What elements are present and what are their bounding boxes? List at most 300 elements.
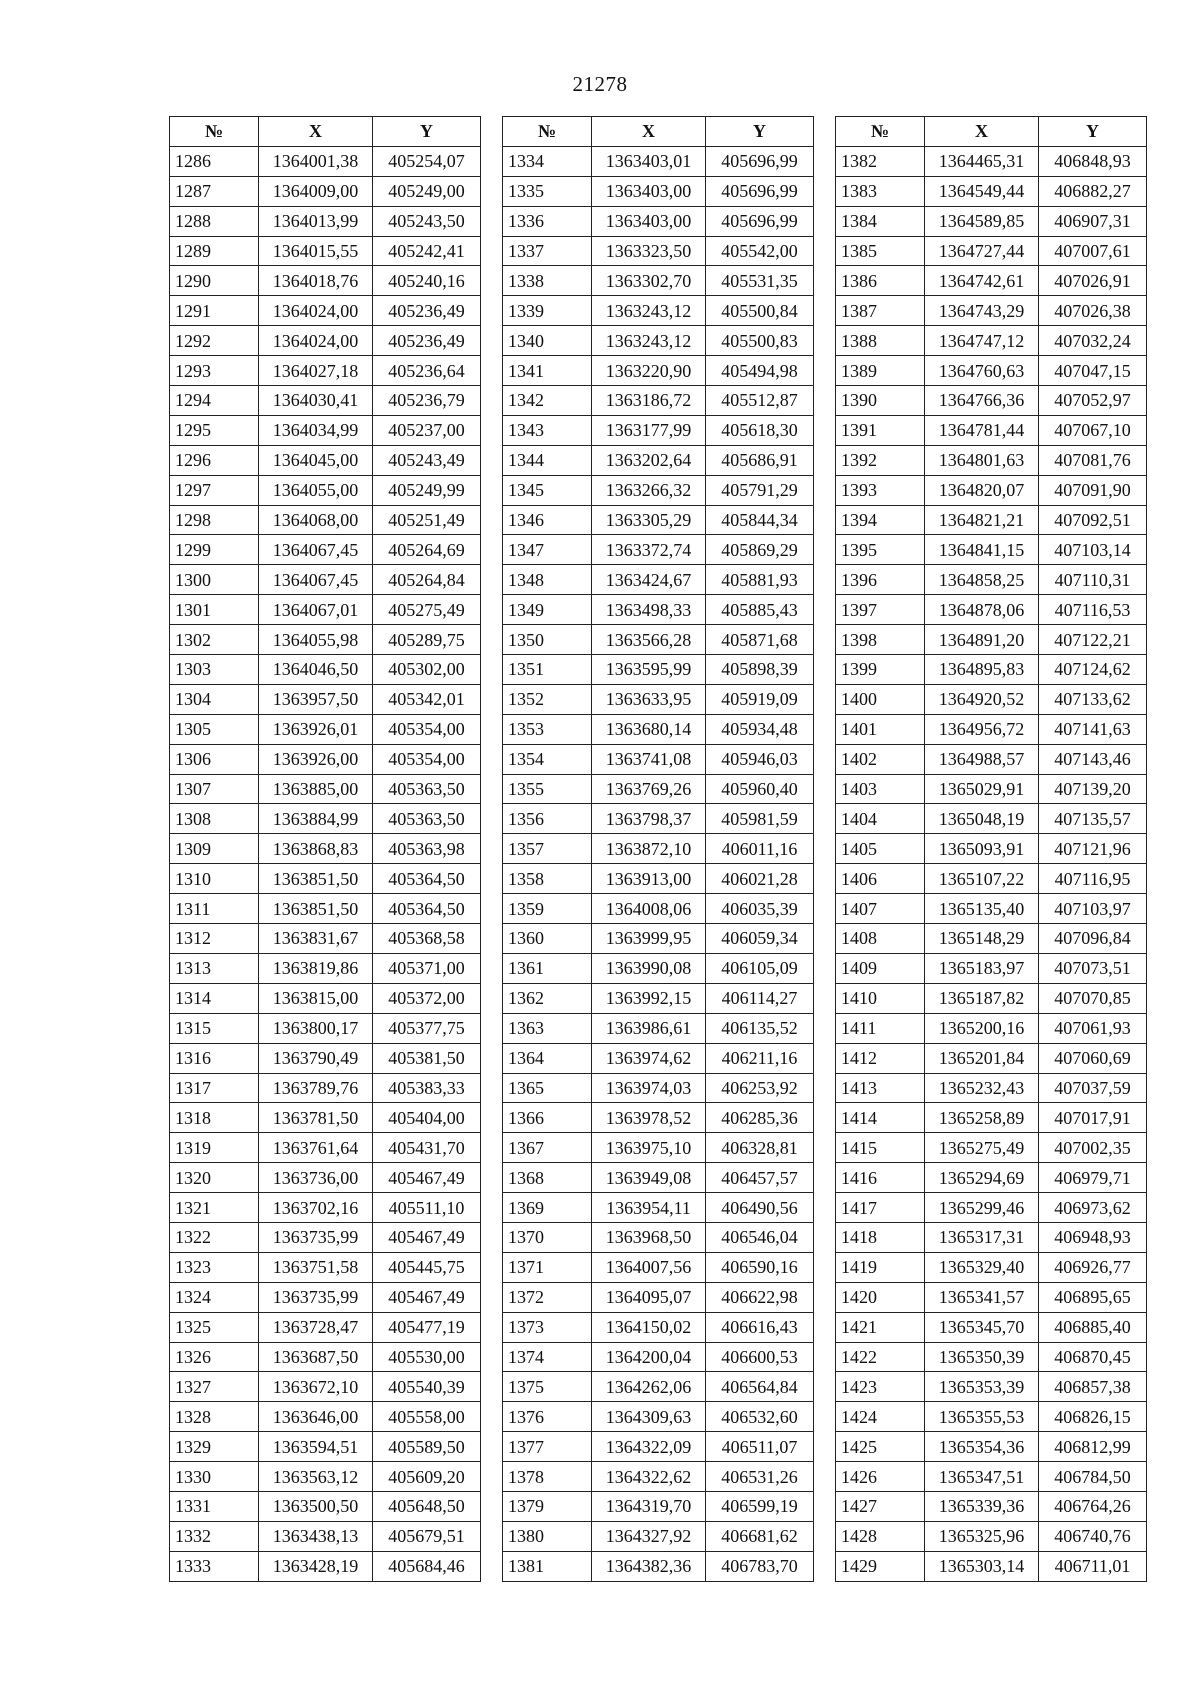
table-row bbox=[836, 475, 1147, 505]
x-coordinate-cell: 1363974,03 bbox=[592, 1073, 706, 1103]
y-coordinate-cell: 406105,09 bbox=[706, 953, 814, 983]
table-row bbox=[170, 415, 481, 445]
y-coordinate-cell: 405431,70 bbox=[373, 1133, 481, 1163]
table-row bbox=[836, 774, 1147, 804]
y-coordinate-cell: 405363,50 bbox=[373, 804, 481, 834]
table-row bbox=[836, 894, 1147, 924]
x-coordinate-cell: 1363177,99 bbox=[592, 415, 706, 445]
y-coordinate-cell: 406885,40 bbox=[1039, 1312, 1147, 1342]
point-number-cell: 1347 bbox=[503, 535, 592, 565]
table-row bbox=[503, 655, 814, 685]
y-coordinate-cell: 407103,14 bbox=[1039, 535, 1147, 565]
point-number-cell: 1312 bbox=[170, 924, 259, 954]
x-coordinate-cell: 1363633,95 bbox=[592, 684, 706, 714]
table-row bbox=[503, 206, 814, 236]
table-row bbox=[503, 505, 814, 535]
x-coordinate-cell: 1364589,85 bbox=[925, 206, 1039, 236]
point-number-cell: 1420 bbox=[836, 1282, 925, 1312]
y-coordinate-cell: 405467,49 bbox=[373, 1163, 481, 1193]
point-number-cell: 1315 bbox=[170, 1013, 259, 1043]
x-coordinate-cell: 1363672,10 bbox=[259, 1372, 373, 1402]
table-row bbox=[170, 445, 481, 475]
table-row bbox=[170, 894, 481, 924]
point-number-cell: 1410 bbox=[836, 983, 925, 1013]
x-coordinate-cell: 1364309,63 bbox=[592, 1402, 706, 1432]
header-x: X bbox=[925, 117, 1039, 147]
table-row bbox=[170, 176, 481, 206]
x-coordinate-cell: 1365275,49 bbox=[925, 1133, 1039, 1163]
point-number-cell: 1317 bbox=[170, 1073, 259, 1103]
x-coordinate-cell: 1364382,36 bbox=[592, 1551, 706, 1581]
x-coordinate-cell: 1364001,38 bbox=[259, 146, 373, 176]
table-row bbox=[170, 983, 481, 1013]
x-coordinate-cell: 1363954,11 bbox=[592, 1193, 706, 1223]
table-row bbox=[836, 1491, 1147, 1521]
point-number-cell: 1408 bbox=[836, 924, 925, 954]
y-coordinate-cell: 405467,49 bbox=[373, 1282, 481, 1312]
table-row bbox=[170, 326, 481, 356]
y-coordinate-cell: 405696,99 bbox=[706, 146, 814, 176]
table-row bbox=[170, 1521, 481, 1551]
x-coordinate-cell: 1363243,12 bbox=[592, 326, 706, 356]
point-number-cell: 1361 bbox=[503, 953, 592, 983]
y-coordinate-cell: 405791,29 bbox=[706, 475, 814, 505]
x-coordinate-cell: 1365201,84 bbox=[925, 1043, 1039, 1073]
x-coordinate-cell: 1363702,16 bbox=[259, 1193, 373, 1223]
point-number-cell: 1373 bbox=[503, 1312, 592, 1342]
y-coordinate-cell: 407141,63 bbox=[1039, 714, 1147, 744]
x-coordinate-cell: 1364322,09 bbox=[592, 1432, 706, 1462]
y-coordinate-cell: 405494,98 bbox=[706, 356, 814, 386]
table-row bbox=[503, 176, 814, 206]
y-coordinate-cell: 405249,00 bbox=[373, 176, 481, 206]
table-row bbox=[170, 1193, 481, 1223]
y-coordinate-cell: 406948,93 bbox=[1039, 1222, 1147, 1252]
x-coordinate-cell: 1364015,55 bbox=[259, 236, 373, 266]
y-coordinate-cell: 407121,96 bbox=[1039, 834, 1147, 864]
x-coordinate-cell: 1364046,50 bbox=[259, 655, 373, 685]
point-number-cell: 1342 bbox=[503, 386, 592, 416]
y-coordinate-cell: 405885,43 bbox=[706, 595, 814, 625]
point-number-cell: 1292 bbox=[170, 326, 259, 356]
x-coordinate-cell: 1363789,76 bbox=[259, 1073, 373, 1103]
point-number-cell: 1336 bbox=[503, 206, 592, 236]
point-number-cell: 1327 bbox=[170, 1372, 259, 1402]
point-number-cell: 1415 bbox=[836, 1133, 925, 1163]
point-number-cell: 1424 bbox=[836, 1402, 925, 1432]
x-coordinate-cell: 1365317,31 bbox=[925, 1222, 1039, 1252]
table-row bbox=[836, 236, 1147, 266]
table-row bbox=[503, 595, 814, 625]
y-coordinate-cell: 406035,39 bbox=[706, 894, 814, 924]
y-coordinate-cell: 405696,99 bbox=[706, 206, 814, 236]
point-number-cell: 1310 bbox=[170, 864, 259, 894]
point-number-cell: 1331 bbox=[170, 1491, 259, 1521]
x-coordinate-cell: 1363986,61 bbox=[592, 1013, 706, 1043]
y-coordinate-cell: 406328,81 bbox=[706, 1133, 814, 1163]
point-number-cell: 1363 bbox=[503, 1013, 592, 1043]
y-coordinate-cell: 405558,00 bbox=[373, 1402, 481, 1432]
x-coordinate-cell: 1363735,99 bbox=[259, 1282, 373, 1312]
point-number-cell: 1349 bbox=[503, 595, 592, 625]
table-row bbox=[836, 206, 1147, 236]
y-coordinate-cell: 405960,40 bbox=[706, 774, 814, 804]
x-coordinate-cell: 1364067,45 bbox=[259, 565, 373, 595]
table-row bbox=[836, 714, 1147, 744]
x-coordinate-cell: 1364018,76 bbox=[259, 266, 373, 296]
y-coordinate-cell: 405530,00 bbox=[373, 1342, 481, 1372]
y-coordinate-cell: 406211,16 bbox=[706, 1043, 814, 1073]
x-coordinate-cell: 1365093,91 bbox=[925, 834, 1039, 864]
y-coordinate-cell: 407047,15 bbox=[1039, 356, 1147, 386]
table-row bbox=[503, 1312, 814, 1342]
y-coordinate-cell: 407052,97 bbox=[1039, 386, 1147, 416]
table-row bbox=[503, 1432, 814, 1462]
y-coordinate-cell: 405354,00 bbox=[373, 714, 481, 744]
table-row bbox=[836, 1193, 1147, 1223]
table-row bbox=[836, 655, 1147, 685]
x-coordinate-cell: 1363438,13 bbox=[259, 1521, 373, 1551]
point-number-cell: 1314 bbox=[170, 983, 259, 1013]
point-number-cell: 1302 bbox=[170, 625, 259, 655]
x-coordinate-cell: 1363798,37 bbox=[592, 804, 706, 834]
point-number-cell: 1334 bbox=[503, 146, 592, 176]
table-row bbox=[836, 1282, 1147, 1312]
y-coordinate-cell: 405264,84 bbox=[373, 565, 481, 595]
x-coordinate-cell: 1364956,72 bbox=[925, 714, 1039, 744]
y-coordinate-cell: 407060,69 bbox=[1039, 1043, 1147, 1073]
y-coordinate-cell: 405275,49 bbox=[373, 595, 481, 625]
point-number-cell: 1416 bbox=[836, 1163, 925, 1193]
y-coordinate-cell: 407067,10 bbox=[1039, 415, 1147, 445]
table-row bbox=[503, 1462, 814, 1492]
y-coordinate-cell: 407017,91 bbox=[1039, 1103, 1147, 1133]
x-coordinate-cell: 1363595,99 bbox=[592, 655, 706, 685]
table-row bbox=[170, 595, 481, 625]
y-coordinate-cell: 405236,49 bbox=[373, 326, 481, 356]
table-row bbox=[836, 864, 1147, 894]
table-row bbox=[836, 744, 1147, 774]
y-coordinate-cell: 405364,50 bbox=[373, 864, 481, 894]
table-row bbox=[836, 505, 1147, 535]
y-coordinate-cell: 405372,00 bbox=[373, 983, 481, 1013]
x-coordinate-cell: 1363990,08 bbox=[592, 953, 706, 983]
y-coordinate-cell: 405445,75 bbox=[373, 1252, 481, 1282]
y-coordinate-cell: 405844,34 bbox=[706, 505, 814, 535]
y-coordinate-cell: 407081,76 bbox=[1039, 445, 1147, 475]
table-row bbox=[170, 714, 481, 744]
point-number-cell: 1426 bbox=[836, 1462, 925, 1492]
point-number-cell: 1301 bbox=[170, 595, 259, 625]
table-row bbox=[836, 1013, 1147, 1043]
x-coordinate-cell: 1364262,06 bbox=[592, 1372, 706, 1402]
point-number-cell: 1309 bbox=[170, 834, 259, 864]
x-coordinate-cell: 1364549,44 bbox=[925, 176, 1039, 206]
table-row bbox=[170, 1163, 481, 1193]
x-coordinate-cell: 1363926,01 bbox=[259, 714, 373, 744]
y-coordinate-cell: 406812,99 bbox=[1039, 1432, 1147, 1462]
point-number-cell: 1382 bbox=[836, 146, 925, 176]
x-coordinate-cell: 1365345,70 bbox=[925, 1312, 1039, 1342]
x-coordinate-cell: 1363751,58 bbox=[259, 1252, 373, 1282]
table-row bbox=[503, 625, 814, 655]
y-coordinate-cell: 406907,31 bbox=[1039, 206, 1147, 236]
x-coordinate-cell: 1363305,29 bbox=[592, 505, 706, 535]
y-coordinate-cell: 407133,62 bbox=[1039, 684, 1147, 714]
coordinates-table-3 bbox=[835, 116, 1147, 1582]
x-coordinate-cell: 1363957,50 bbox=[259, 684, 373, 714]
table-row bbox=[836, 834, 1147, 864]
table-row bbox=[170, 1282, 481, 1312]
y-coordinate-cell: 406285,36 bbox=[706, 1103, 814, 1133]
point-number-cell: 1307 bbox=[170, 774, 259, 804]
table-row bbox=[503, 1402, 814, 1432]
x-coordinate-cell: 1363800,17 bbox=[259, 1013, 373, 1043]
point-number-cell: 1296 bbox=[170, 445, 259, 475]
x-coordinate-cell: 1364030,41 bbox=[259, 386, 373, 416]
y-coordinate-cell: 405684,46 bbox=[373, 1551, 481, 1581]
x-coordinate-cell: 1363202,64 bbox=[592, 445, 706, 475]
x-coordinate-cell: 1363868,83 bbox=[259, 834, 373, 864]
table-row bbox=[503, 1372, 814, 1402]
header-row bbox=[170, 117, 481, 147]
table-row bbox=[503, 146, 814, 176]
y-coordinate-cell: 406740,76 bbox=[1039, 1521, 1147, 1551]
y-coordinate-cell: 405531,35 bbox=[706, 266, 814, 296]
x-coordinate-cell: 1363266,32 bbox=[592, 475, 706, 505]
table-row bbox=[836, 445, 1147, 475]
point-number-cell: 1308 bbox=[170, 804, 259, 834]
table-row bbox=[503, 1133, 814, 1163]
x-coordinate-cell: 1365329,40 bbox=[925, 1252, 1039, 1282]
x-coordinate-cell: 1363243,12 bbox=[592, 296, 706, 326]
x-coordinate-cell: 1364055,00 bbox=[259, 475, 373, 505]
y-coordinate-cell: 406826,15 bbox=[1039, 1402, 1147, 1432]
y-coordinate-cell: 405371,00 bbox=[373, 953, 481, 983]
point-number-cell: 1360 bbox=[503, 924, 592, 954]
point-number-cell: 1396 bbox=[836, 565, 925, 595]
y-coordinate-cell: 407135,57 bbox=[1039, 804, 1147, 834]
table-row bbox=[836, 1462, 1147, 1492]
table-row bbox=[836, 565, 1147, 595]
x-coordinate-cell: 1364034,99 bbox=[259, 415, 373, 445]
point-number-cell: 1298 bbox=[170, 505, 259, 535]
x-coordinate-cell: 1364465,31 bbox=[925, 146, 1039, 176]
point-number-cell: 1324 bbox=[170, 1282, 259, 1312]
table-row bbox=[503, 475, 814, 505]
y-coordinate-cell: 406531,26 bbox=[706, 1462, 814, 1492]
y-coordinate-cell: 406784,50 bbox=[1039, 1462, 1147, 1492]
x-coordinate-cell: 1364820,07 bbox=[925, 475, 1039, 505]
table-row bbox=[170, 266, 481, 296]
x-coordinate-cell: 1364150,02 bbox=[592, 1312, 706, 1342]
table-row bbox=[836, 953, 1147, 983]
x-coordinate-cell: 1363790,49 bbox=[259, 1043, 373, 1073]
point-number-cell: 1313 bbox=[170, 953, 259, 983]
y-coordinate-cell: 405363,98 bbox=[373, 834, 481, 864]
point-number-cell: 1400 bbox=[836, 684, 925, 714]
y-coordinate-cell: 406895,65 bbox=[1039, 1282, 1147, 1312]
point-number-cell: 1316 bbox=[170, 1043, 259, 1073]
point-number-cell: 1399 bbox=[836, 655, 925, 685]
table-row bbox=[170, 1491, 481, 1521]
y-coordinate-cell: 405871,68 bbox=[706, 625, 814, 655]
y-coordinate-cell: 407026,91 bbox=[1039, 266, 1147, 296]
header-row bbox=[836, 117, 1147, 147]
table-row bbox=[170, 1402, 481, 1432]
point-number-cell: 1409 bbox=[836, 953, 925, 983]
table-row bbox=[503, 774, 814, 804]
point-number-cell: 1393 bbox=[836, 475, 925, 505]
point-number-cell: 1428 bbox=[836, 1521, 925, 1551]
y-coordinate-cell: 406857,38 bbox=[1039, 1372, 1147, 1402]
point-number-cell: 1343 bbox=[503, 415, 592, 445]
table-row bbox=[170, 1432, 481, 1462]
point-number-cell: 1359 bbox=[503, 894, 592, 924]
y-coordinate-cell: 406114,27 bbox=[706, 983, 814, 1013]
point-number-cell: 1291 bbox=[170, 296, 259, 326]
table-row bbox=[836, 1342, 1147, 1372]
point-number-cell: 1346 bbox=[503, 505, 592, 535]
point-number-cell: 1392 bbox=[836, 445, 925, 475]
x-coordinate-cell: 1363913,00 bbox=[592, 864, 706, 894]
point-number-cell: 1330 bbox=[170, 1462, 259, 1492]
x-coordinate-cell: 1365135,40 bbox=[925, 894, 1039, 924]
point-number-cell: 1335 bbox=[503, 176, 592, 206]
table-body bbox=[170, 146, 481, 1581]
point-number-cell: 1414 bbox=[836, 1103, 925, 1133]
point-number-cell: 1352 bbox=[503, 684, 592, 714]
table-row bbox=[170, 146, 481, 176]
point-number-cell: 1366 bbox=[503, 1103, 592, 1133]
point-number-cell: 1354 bbox=[503, 744, 592, 774]
table-row bbox=[170, 1312, 481, 1342]
x-coordinate-cell: 1365299,46 bbox=[925, 1193, 1039, 1223]
point-number-cell: 1407 bbox=[836, 894, 925, 924]
x-coordinate-cell: 1365148,29 bbox=[925, 924, 1039, 954]
table-row bbox=[836, 1222, 1147, 1252]
x-coordinate-cell: 1364920,52 bbox=[925, 684, 1039, 714]
point-number-cell: 1304 bbox=[170, 684, 259, 714]
point-number-cell: 1425 bbox=[836, 1432, 925, 1462]
point-number-cell: 1339 bbox=[503, 296, 592, 326]
y-coordinate-cell: 405354,00 bbox=[373, 744, 481, 774]
point-number-cell: 1332 bbox=[170, 1521, 259, 1551]
point-number-cell: 1322 bbox=[170, 1222, 259, 1252]
y-coordinate-cell: 406870,45 bbox=[1039, 1342, 1147, 1372]
y-coordinate-cell: 407110,31 bbox=[1039, 565, 1147, 595]
x-coordinate-cell: 1363815,00 bbox=[259, 983, 373, 1013]
table-row bbox=[170, 206, 481, 236]
y-coordinate-cell: 407103,97 bbox=[1039, 894, 1147, 924]
table-row bbox=[836, 924, 1147, 954]
point-number-cell: 1417 bbox=[836, 1193, 925, 1223]
x-coordinate-cell: 1363872,10 bbox=[592, 834, 706, 864]
x-coordinate-cell: 1363302,70 bbox=[592, 266, 706, 296]
x-coordinate-cell: 1364841,15 bbox=[925, 535, 1039, 565]
point-number-cell: 1329 bbox=[170, 1432, 259, 1462]
point-number-cell: 1372 bbox=[503, 1282, 592, 1312]
x-coordinate-cell: 1365183,97 bbox=[925, 953, 1039, 983]
table-row bbox=[503, 266, 814, 296]
point-number-cell: 1401 bbox=[836, 714, 925, 744]
point-number-cell: 1333 bbox=[170, 1551, 259, 1581]
table-row bbox=[836, 296, 1147, 326]
x-coordinate-cell: 1364007,56 bbox=[592, 1252, 706, 1282]
y-coordinate-cell: 405679,51 bbox=[373, 1521, 481, 1551]
point-number-cell: 1403 bbox=[836, 774, 925, 804]
table-row bbox=[503, 1551, 814, 1581]
table-row bbox=[503, 1491, 814, 1521]
y-coordinate-cell: 407124,62 bbox=[1039, 655, 1147, 685]
header-row bbox=[503, 117, 814, 147]
table-row bbox=[503, 953, 814, 983]
point-number-cell: 1369 bbox=[503, 1193, 592, 1223]
header-x: X bbox=[592, 117, 706, 147]
point-number-cell: 1375 bbox=[503, 1372, 592, 1402]
coordinates-table-2 bbox=[502, 116, 814, 1582]
table-row bbox=[170, 924, 481, 954]
y-coordinate-cell: 406546,04 bbox=[706, 1222, 814, 1252]
y-coordinate-cell: 406926,77 bbox=[1039, 1252, 1147, 1282]
point-number-cell: 1328 bbox=[170, 1402, 259, 1432]
table-row bbox=[836, 804, 1147, 834]
y-coordinate-cell: 407139,20 bbox=[1039, 774, 1147, 804]
point-number-cell: 1287 bbox=[170, 176, 259, 206]
header-number: № bbox=[836, 117, 925, 147]
point-number-cell: 1394 bbox=[836, 505, 925, 535]
y-coordinate-cell: 406135,52 bbox=[706, 1013, 814, 1043]
y-coordinate-cell: 405589,50 bbox=[373, 1432, 481, 1462]
y-coordinate-cell: 406848,93 bbox=[1039, 146, 1147, 176]
table-row bbox=[836, 595, 1147, 625]
y-coordinate-cell: 406783,70 bbox=[706, 1551, 814, 1581]
table-row bbox=[503, 535, 814, 565]
point-number-cell: 1320 bbox=[170, 1163, 259, 1193]
point-number-cell: 1370 bbox=[503, 1222, 592, 1252]
table-body bbox=[503, 146, 814, 1581]
y-coordinate-cell: 405368,58 bbox=[373, 924, 481, 954]
point-number-cell: 1418 bbox=[836, 1222, 925, 1252]
x-coordinate-cell: 1363498,33 bbox=[592, 595, 706, 625]
point-number-cell: 1412 bbox=[836, 1043, 925, 1073]
y-coordinate-cell: 406979,71 bbox=[1039, 1163, 1147, 1193]
y-coordinate-cell: 406490,56 bbox=[706, 1193, 814, 1223]
point-number-cell: 1300 bbox=[170, 565, 259, 595]
table-row bbox=[170, 834, 481, 864]
table-row bbox=[170, 1222, 481, 1252]
x-coordinate-cell: 1363968,50 bbox=[592, 1222, 706, 1252]
table-row bbox=[503, 924, 814, 954]
point-number-cell: 1326 bbox=[170, 1342, 259, 1372]
table-row bbox=[170, 296, 481, 326]
x-coordinate-cell: 1364742,61 bbox=[925, 266, 1039, 296]
table-row bbox=[836, 535, 1147, 565]
table-row bbox=[170, 804, 481, 834]
point-number-cell: 1295 bbox=[170, 415, 259, 445]
y-coordinate-cell: 405254,07 bbox=[373, 146, 481, 176]
point-number-cell: 1353 bbox=[503, 714, 592, 744]
point-number-cell: 1290 bbox=[170, 266, 259, 296]
y-coordinate-cell: 405251,49 bbox=[373, 505, 481, 535]
x-coordinate-cell: 1363403,00 bbox=[592, 176, 706, 206]
table-row bbox=[503, 1043, 814, 1073]
y-coordinate-cell: 405236,79 bbox=[373, 386, 481, 416]
y-coordinate-cell: 407091,90 bbox=[1039, 475, 1147, 505]
y-coordinate-cell: 407007,61 bbox=[1039, 236, 1147, 266]
point-number-cell: 1303 bbox=[170, 655, 259, 685]
x-coordinate-cell: 1365354,36 bbox=[925, 1432, 1039, 1462]
